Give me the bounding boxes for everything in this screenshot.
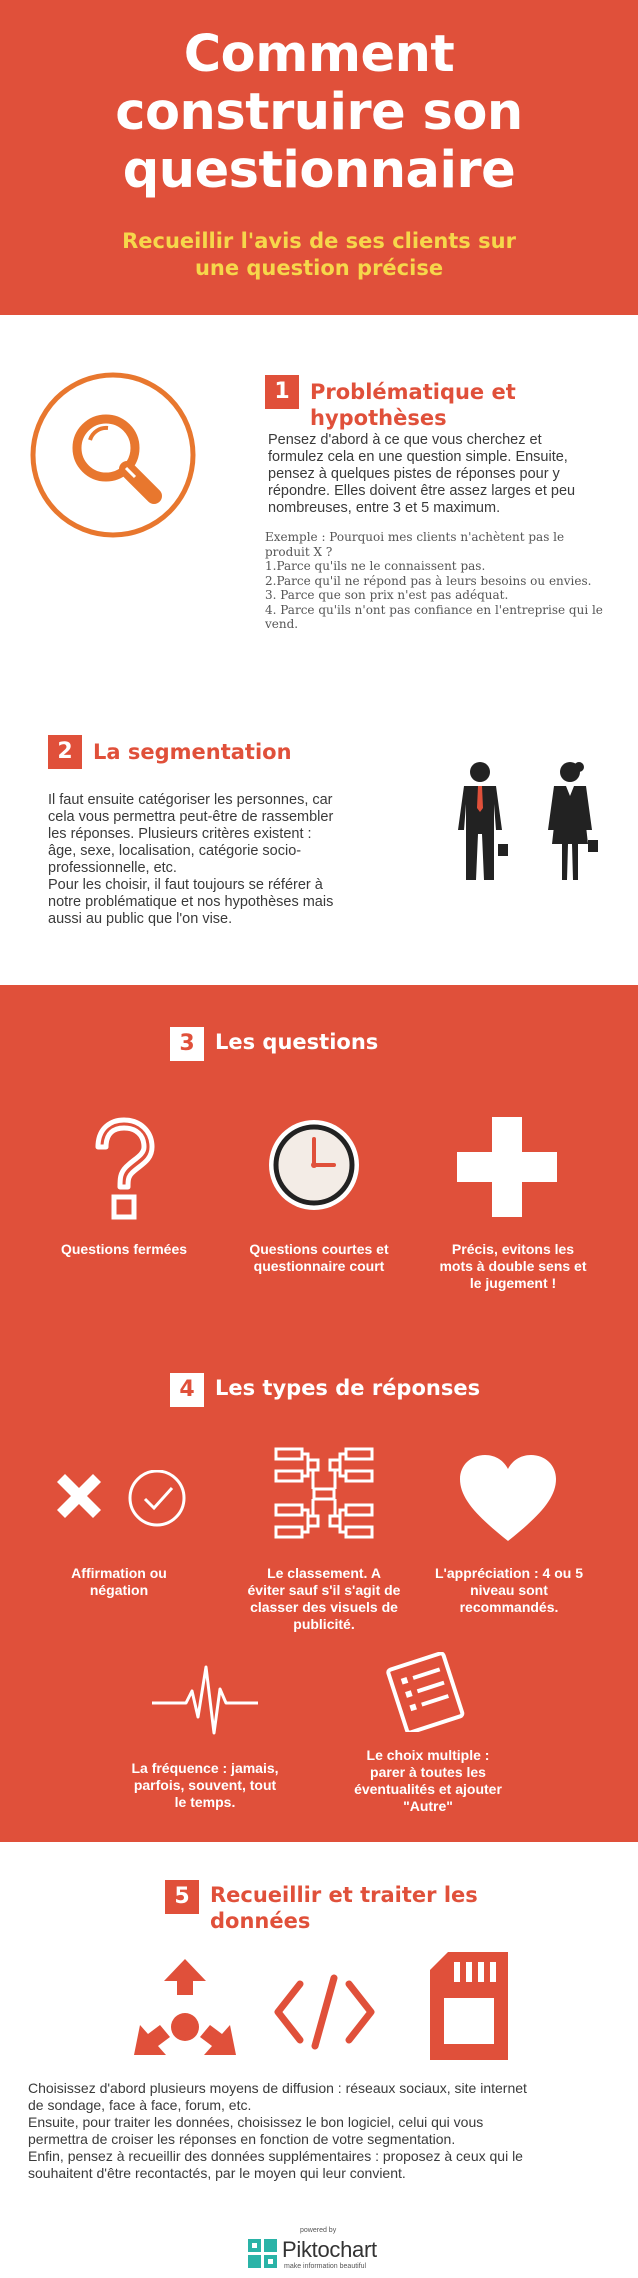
caption-questions-courtes [234, 1241, 404, 1275]
piktochart-brand: Piktochart [282, 2237, 377, 2262]
text-line: de sondage, face à face, forum, etc. [28, 2097, 252, 2113]
caption-line: recommandés. [459, 1599, 559, 1615]
section-paragraph [28, 2080, 527, 2182]
piktochart-badge[interactable] [248, 2227, 398, 2275]
section-title: Les questions [215, 1030, 379, 1054]
piktochart-tagline: make information beautiful [284, 2263, 367, 2270]
section-number: 2 [48, 735, 82, 769]
text-line: vend. [265, 617, 299, 631]
text-line: nombreuses, entre 3 et 5 maximum. [268, 500, 501, 516]
piktochart-logo-icon [248, 2239, 278, 2269]
title-line: questionnaire [122, 141, 516, 200]
caption-appreciation [424, 1565, 594, 1616]
title-line: Recueillir et traiter les [210, 1883, 478, 1907]
caption-frequence [120, 1760, 290, 1811]
code-icon [272, 1972, 377, 2052]
text-line: pensez à quelques pistes de réponses pour y [268, 466, 560, 482]
text-line: 2.Parce qu'il ne répond pas à leurs besoins ou envies. [265, 573, 592, 588]
section-number: 4 [170, 1373, 204, 1407]
caption-line: Précis, evitons les [451, 1241, 575, 1257]
caption-line: publicité. [293, 1616, 355, 1632]
section-number: 3 [170, 1027, 204, 1061]
text-line: répondre. Elles doivent être assez larges et peu [268, 483, 576, 499]
caption-line: le temps. [174, 1794, 236, 1810]
caption-line: La fréquence : jamais, [131, 1760, 279, 1776]
caption-line: L'appréciation : 4 ou 5 [434, 1565, 584, 1581]
caption-line: questionnaire court [253, 1258, 385, 1274]
caption-precis [428, 1241, 598, 1292]
subtitle [80, 228, 558, 282]
question-mark-icon [84, 1115, 164, 1220]
caption-line: parer à toutes les [370, 1764, 486, 1780]
caption-line: classer des visuels de [250, 1599, 398, 1615]
text-line: aussi au public que l'on vise. [48, 911, 233, 927]
caption-line: "Autre" [403, 1798, 453, 1814]
text-line: Pour les choisir, il faut toujours se référer à [48, 877, 323, 893]
title-line: données [210, 1909, 311, 1933]
text-line: 3. Parce que son prix n'est pas adéquat. [265, 588, 509, 602]
plus-icon [457, 1117, 557, 1217]
text-line: souhaitent d'être recontactés, par le moyen qui leur convient. [28, 2165, 406, 2181]
subtitle-line: Recueillir l'avis de ses clients sur [122, 229, 516, 253]
businessman-icon [450, 760, 510, 885]
caption-line: parfois, souvent, tout [133, 1777, 277, 1793]
magnifier-icon [28, 370, 198, 540]
text-line: 1.Parce qu'ils ne le connaissent pas. [265, 559, 486, 573]
clock-icon [266, 1117, 362, 1213]
caption-line: Le classement. A [267, 1565, 381, 1581]
caption-line: le jugement ! [469, 1275, 557, 1291]
text-line: cela vous permettra peut-être de rassembler [48, 809, 334, 825]
title-line: construire son [115, 83, 523, 142]
caption-line: mots à double sens et [439, 1258, 587, 1274]
section-paragraph [48, 792, 333, 928]
section-title: Les types de réponses [215, 1376, 481, 1400]
caption-affirmation [44, 1565, 194, 1599]
caption-line: éviter sauf s'il s'agit de [247, 1582, 401, 1598]
section-problematique [0, 315, 638, 710]
heart-icon [458, 1453, 558, 1545]
caption-classement [234, 1565, 414, 1633]
text-line: permettra de croiser les réponses en fonction de votre segmentation. [28, 2131, 456, 2147]
section-title [210, 1882, 478, 1934]
caption-line: Le choix multiple : [366, 1747, 490, 1763]
sd-card-icon [428, 1952, 510, 2062]
title-line: Comment [183, 25, 455, 84]
text-line: âge, sexe, localisation, catégorie socio- [48, 843, 302, 859]
powered-by-text: powered by [300, 2227, 337, 2234]
businesswoman-icon [540, 760, 600, 885]
caption-line: Questions courtes et [249, 1241, 389, 1257]
cross-check-icon [52, 1470, 192, 1530]
section-questions-reponses [0, 985, 638, 1842]
section-title: La segmentation [93, 740, 292, 764]
text-line: produit X ? [265, 544, 333, 559]
diffusion-arrows-icon [130, 1959, 240, 2059]
section-title: Problématique et hypothèses [310, 380, 516, 430]
text-line: formulez cela en une question simple. Ensuite, [268, 449, 568, 465]
caption-line: Questions fermées [60, 1241, 188, 1257]
pulse-icon [150, 1665, 260, 1735]
text-line: professionnelle, etc. [48, 860, 177, 876]
caption-questions-fermees [44, 1241, 204, 1258]
subtitle-line: une question précise [194, 256, 444, 280]
caption-choix-multiple [338, 1747, 518, 1815]
example-text [265, 530, 603, 632]
text-line: Pensez d'abord à ce que vous cherchez et [268, 432, 542, 448]
text-line: notre problématique et nos hypothèses mais [48, 894, 334, 910]
text-line: Exemple : Pourquoi mes clients n'achètent pas le [265, 530, 565, 544]
caption-line: éventualités et ajouter [354, 1781, 502, 1797]
text-line: Il faut ensuite catégoriser les personnes, car [48, 792, 333, 808]
bracket-icon [274, 1445, 374, 1550]
section-segmentation [0, 710, 638, 985]
header [0, 0, 638, 315]
section-donnees [0, 1842, 638, 2278]
text-line: Enfin, pensez à recueillir des données supplémentaires : proposez à ceux qui le [28, 2148, 523, 2164]
caption-line: négation [89, 1582, 149, 1598]
text-line: les réponses. Plusieurs critères existent : [48, 826, 312, 842]
section-number: 5 [165, 1880, 199, 1914]
text-line: Choisissez d'abord plusieurs moyens de diffusion : réseaux sociaux, site internet [28, 2080, 527, 2096]
caption-line: Affirmation ou [71, 1565, 167, 1581]
text-line: 4. Parce qu'ils n'ont pas confiance en l'entreprise qui le [265, 602, 603, 617]
section-paragraph [268, 432, 575, 517]
section-number: 1 [265, 375, 299, 409]
text-line: Ensuite, pour traiter les données, choisissez le bon logiciel, celui qui vous [28, 2114, 484, 2130]
checklist-icon [380, 1652, 470, 1732]
caption-line: niveau sont [470, 1582, 548, 1598]
page-title [0, 26, 638, 200]
